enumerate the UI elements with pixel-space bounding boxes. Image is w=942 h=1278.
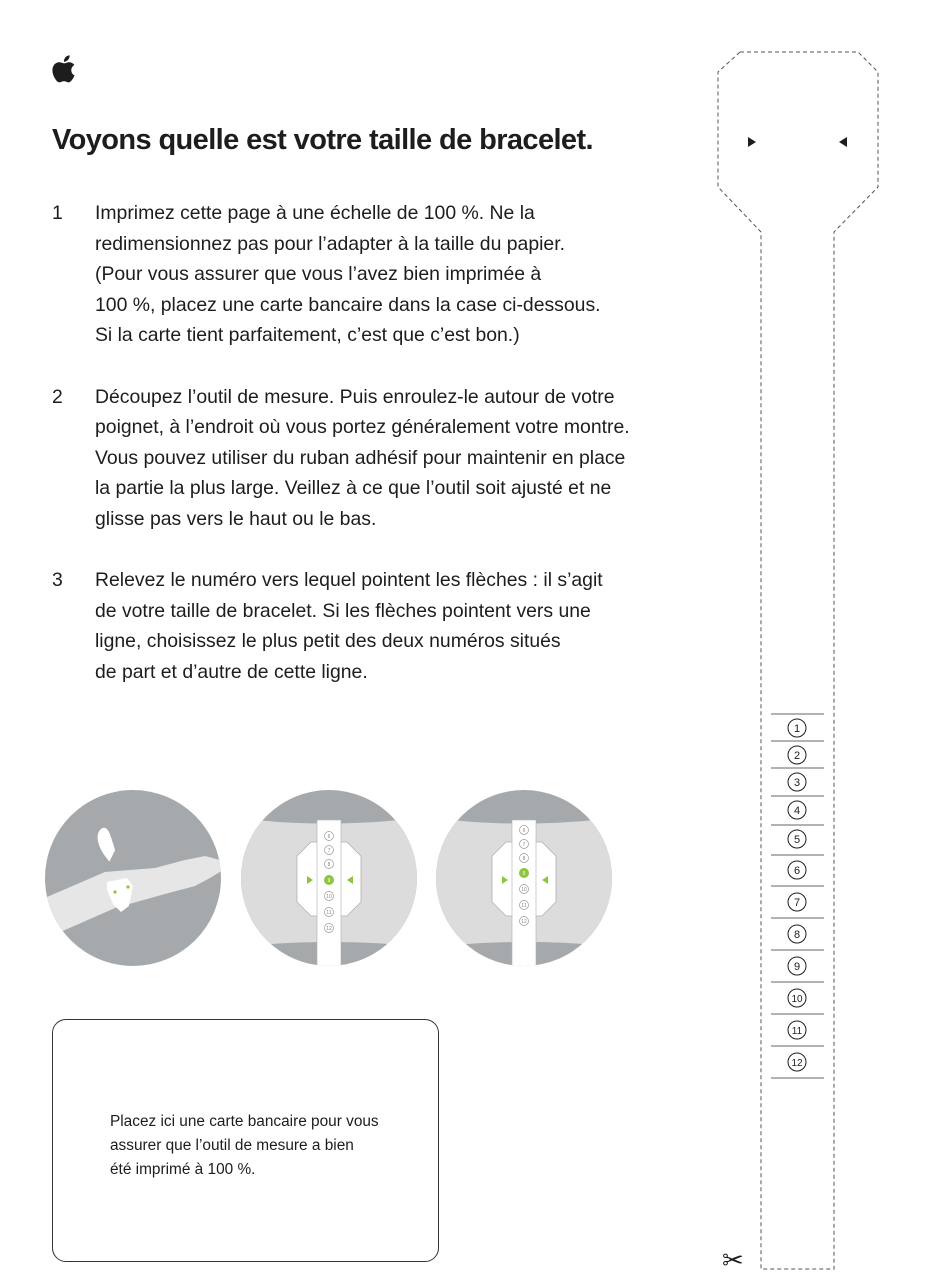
svg-text:9: 9 [327,878,331,884]
strap-size-item [771,989,824,1014]
step-text: Imprimez cette page à une échelle de 100 %. Ne la redimensionnez pas pour l’adapter à la taille du papier. (Pour vous assurer que vous l’avez bien imprimée à 100 %, placez une carte bancaire dans la case ci-dessous. Si la carte tient parfaitement, c’est que c’est bon.) [95,202,601,346]
step-text: Découpez l’outil de mesure. Puis enroulez-le autour de votre poignet, à l’endroit où vous portez généralement votre montre. Vous pouvez utiliser du ruban adhésif pour maintenir en place la partie la plus large. Veillez à ce que l’outil soit ajusté et ne glisse pas vers le haut ou le bas. [95,385,630,530]
svg-text:12: 12 [326,926,332,932]
step-text: Relevez le numéro vers lequel pointent les flèches : il s’agit de votre taille de bracelet. Si les flèches pointent vers une ligne, choisissez le plus petit des deux numéros situés de part et d’autre de cette ligne. [95,569,603,683]
arrow-left-icon [839,137,847,147]
strap-size-item [771,830,824,855]
strap-size-item [771,957,824,982]
strap-size-item [771,773,824,796]
strap-size-item [771,861,824,886]
measure-illustration-2 [430,790,615,970]
svg-text:7: 7 [793,897,801,909]
svg-text:6: 6 [327,834,331,840]
strap-size-item [771,893,824,918]
svg-text:8: 8 [327,862,331,868]
apple-logo-icon [52,54,78,84]
credit-card-box [52,1019,439,1262]
credit-card-box-text: Placez ici une carte bancaire pour vous assurer que l’outil de mesure a bien été imprimé à 100 %. [110,1113,379,1178]
measuring-strap [700,40,900,1278]
svg-text:8: 8 [522,856,526,862]
measure-1-size-highlight [324,875,334,885]
strap-size-item [771,1053,824,1078]
step-number: 2 [52,385,63,408]
scissors-icon: ✂ [722,1245,744,1275]
svg-text:8: 8 [793,929,801,941]
svg-text:1: 1 [793,723,801,735]
svg-text:4: 4 [793,805,801,817]
svg-text:10: 10 [521,887,527,893]
step-number: 3 [52,569,63,591]
strap-size-item [771,746,824,768]
svg-text:6: 6 [793,865,801,877]
measure-illustration-1 [235,790,425,970]
strap-size-scale [771,714,824,1078]
svg-text:3: 3 [793,777,801,789]
svg-text:2: 2 [793,750,801,762]
step-1 [52,198,702,351]
instruction-illustrations [45,790,615,970]
step-number: 1 [52,202,63,224]
wrist-wrap-illustration [45,790,223,966]
step-2 [52,382,702,535]
svg-text:10: 10 [791,994,803,1005]
measure-2-size-highlight [519,868,529,878]
strap-size-item [771,1021,824,1046]
svg-text:12: 12 [521,919,527,925]
svg-text:7: 7 [522,842,526,848]
strap-size-item [771,719,824,741]
svg-text:11: 11 [521,903,527,909]
svg-text:10: 10 [326,894,332,900]
strap-size-item [771,925,824,950]
svg-text:9: 9 [522,871,526,877]
svg-text:12: 12 [791,1058,803,1069]
svg-text:6: 6 [522,828,526,834]
svg-text:5: 5 [793,834,801,846]
strap-size-item [771,801,824,825]
instruction-steps [52,198,702,687]
svg-text:9: 9 [793,961,801,973]
arrow-right-icon [748,137,756,147]
step-3 [52,565,702,687]
svg-text:11: 11 [791,1026,803,1037]
svg-text:11: 11 [326,910,332,916]
strap-cut-line [718,52,878,1269]
page-title: Voyons quelle est votre taille de bracelet. [52,124,593,156]
svg-text:7: 7 [327,848,331,854]
